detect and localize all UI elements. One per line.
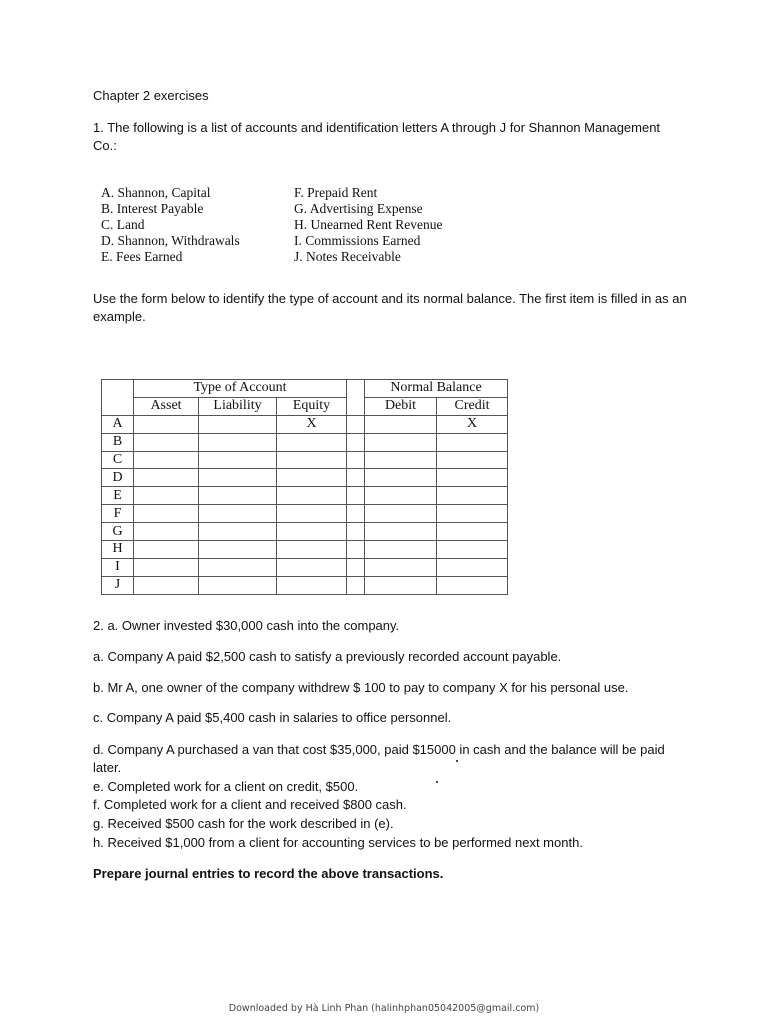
- form-spacer: [347, 558, 365, 576]
- form-spacer: [347, 415, 365, 433]
- debit-header: Debit: [365, 397, 437, 415]
- liability-cell: [199, 433, 277, 451]
- asset-cell: [134, 469, 199, 487]
- account-item: F. Prepaid Rent: [294, 185, 378, 200]
- account-item: J. Notes Receivable: [294, 249, 401, 264]
- asset-cell: [134, 541, 199, 559]
- task-instruction: Prepare journal entries to record the above transactions.: [93, 866, 444, 881]
- form-spacer: [347, 487, 365, 505]
- form-spacer: [347, 397, 365, 415]
- credit-cell: [437, 469, 508, 487]
- transaction-item: f. Completed work for a client and received $800 cash.: [93, 797, 407, 812]
- form-spacer: [347, 433, 365, 451]
- transaction-item: e. Completed work for a client on credit, $500.: [93, 779, 359, 794]
- credit-cell: [437, 505, 508, 523]
- liability-cell: [199, 558, 277, 576]
- form-spacer: [347, 451, 365, 469]
- credit-cell: [437, 576, 508, 594]
- type-of-account-header: Type of Account: [134, 380, 347, 398]
- asset-cell: [134, 558, 199, 576]
- table-row: [102, 576, 508, 594]
- liability-cell: [199, 469, 277, 487]
- asset-cell: [134, 433, 199, 451]
- asset-cell: [134, 523, 199, 541]
- account-type-form: [101, 379, 508, 595]
- debit-cell: [365, 415, 437, 433]
- page-title: Chapter 2 exercises: [93, 88, 209, 103]
- debit-cell: [365, 576, 437, 594]
- form-spacer: [347, 469, 365, 487]
- row-letter: D: [102, 469, 134, 487]
- credit-cell: [437, 541, 508, 559]
- transaction-item: g. Received $500 cash for the work described in (e).: [93, 816, 394, 831]
- credit-cell: X: [437, 415, 508, 433]
- liability-cell: [199, 505, 277, 523]
- account-item: C. Land: [101, 217, 145, 232]
- equity-cell: [277, 505, 347, 523]
- account-item: D. Shannon, Withdrawals: [101, 233, 240, 248]
- form-spacer: [347, 505, 365, 523]
- credit-cell: [437, 487, 508, 505]
- liability-cell: [199, 541, 277, 559]
- accounts-list-left: [101, 185, 240, 265]
- equity-cell: X: [277, 415, 347, 433]
- table-row: [102, 469, 508, 487]
- liability-header: Liability: [199, 397, 277, 415]
- transaction-item: d. Company A purchased a van that cost $35,000, paid $15000 in cash and the balance will be paid later.: [93, 742, 665, 775]
- question-1-prompt: 1. The following is a list of accounts and identification letters A through J for Shannon Management Co.:: [93, 120, 661, 153]
- liability-cell: [199, 487, 277, 505]
- asset-cell: [134, 576, 199, 594]
- form-header-blank: [102, 380, 134, 398]
- credit-cell: [437, 433, 508, 451]
- credit-cell: [437, 523, 508, 541]
- accounts-list-right: [294, 185, 442, 265]
- form-spacer: [347, 576, 365, 594]
- asset-cell: [134, 451, 199, 469]
- credit-header: Credit: [437, 397, 508, 415]
- form-spacer: [347, 541, 365, 559]
- row-letter: C: [102, 451, 134, 469]
- row-letter: J: [102, 576, 134, 594]
- normal-balance-header: Normal Balance: [365, 380, 508, 398]
- account-item: E. Fees Earned: [101, 249, 183, 264]
- credit-cell: [437, 451, 508, 469]
- liability-cell: [199, 523, 277, 541]
- table-row: [102, 558, 508, 576]
- asset-cell: [134, 415, 199, 433]
- asset-cell: [134, 487, 199, 505]
- table-row: [102, 415, 508, 433]
- account-item: B. Interest Payable: [101, 201, 204, 216]
- debit-cell: [365, 469, 437, 487]
- row-letter: B: [102, 433, 134, 451]
- equity-cell: [277, 541, 347, 559]
- table-row: [102, 523, 508, 541]
- account-item: A. Shannon, Capital: [101, 185, 211, 200]
- equity-cell: [277, 451, 347, 469]
- debit-cell: [365, 505, 437, 523]
- equity-cell: [277, 433, 347, 451]
- liability-cell: [199, 576, 277, 594]
- download-footer: Downloaded by Hà Linh Phan (halinhphan05042005@gmail.com): [228, 1003, 540, 1014]
- form-spacer: [347, 523, 365, 541]
- equity-cell: [277, 523, 347, 541]
- account-item: H. Unearned Rent Revenue: [294, 217, 443, 232]
- row-letter: F: [102, 505, 134, 523]
- table-row: [102, 541, 508, 559]
- debit-cell: [365, 523, 437, 541]
- transaction-item: c. Company A paid $5,400 cash in salaries to office personnel.: [93, 710, 452, 725]
- table-row: [102, 451, 508, 469]
- stray-mark: [436, 781, 438, 783]
- asset-header: Asset: [134, 397, 199, 415]
- table-row: [102, 433, 508, 451]
- table-row: [102, 487, 508, 505]
- transaction-item: a. Company A paid $2,500 cash to satisfy a previously recorded account payable.: [93, 649, 562, 664]
- equity-cell: [277, 576, 347, 594]
- liability-cell: [199, 415, 277, 433]
- equity-cell: [277, 487, 347, 505]
- equity-header: Equity: [277, 397, 347, 415]
- row-letter: A: [102, 415, 134, 433]
- transaction-item: h. Received $1,000 from a client for accounting services to be performed next month.: [93, 835, 583, 850]
- transaction-item: b. Mr A, one owner of the company withdrew $ 100 to pay to company X for his personal use.: [93, 680, 629, 695]
- debit-cell: [365, 541, 437, 559]
- debit-cell: [365, 487, 437, 505]
- equity-cell: [277, 558, 347, 576]
- equity-cell: [277, 469, 347, 487]
- debit-cell: [365, 433, 437, 451]
- form-spacer: [347, 380, 365, 398]
- form-header-blank: [102, 397, 134, 415]
- debit-cell: [365, 451, 437, 469]
- account-item: G. Advertising Expense: [294, 201, 423, 216]
- table-row: [102, 505, 508, 523]
- debit-cell: [365, 558, 437, 576]
- form-instruction: Use the form below to identify the type of account and its normal balance. The first item is filled in as an example.: [93, 291, 687, 324]
- liability-cell: [199, 451, 277, 469]
- asset-cell: [134, 505, 199, 523]
- credit-cell: [437, 558, 508, 576]
- row-letter: G: [102, 523, 134, 541]
- account-item: I. Commissions Earned: [294, 233, 421, 248]
- row-letter: H: [102, 541, 134, 559]
- row-letter: I: [102, 558, 134, 576]
- row-letter: E: [102, 487, 134, 505]
- transaction-item: 2. a. Owner invested $30,000 cash into the company.: [93, 618, 400, 633]
